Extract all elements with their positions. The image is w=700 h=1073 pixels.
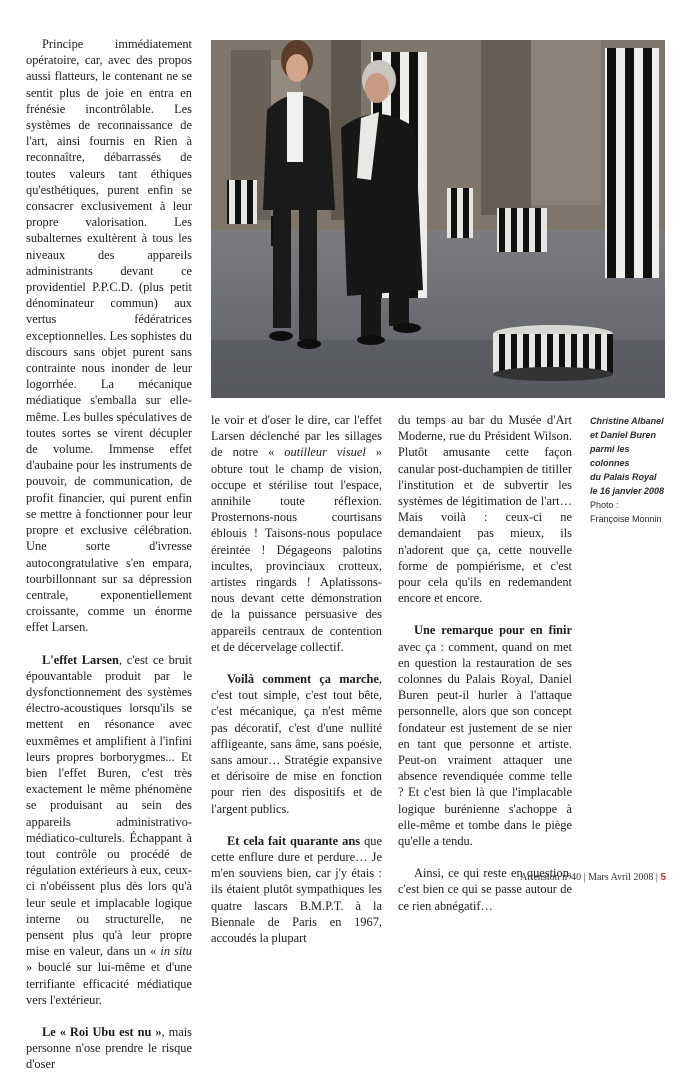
paragraph-text: Ainsi, ce qui reste en question, c'est bien ce qui se passe autour de ce rien abnégatif… bbox=[398, 866, 572, 913]
paragraph bbox=[26, 1024, 192, 1073]
caption-line: du Palais Royal bbox=[590, 472, 657, 482]
paragraph bbox=[211, 671, 382, 817]
lead-in: Le « Roi Ubu est nu » bbox=[42, 1024, 162, 1039]
paragraph-text: » obture tout le champ de vision, occupe et stérilise tout l'espace, annihile toute réflexion. Prosternons-nous courtisans éblouis ! Taisons-nous populace éreintée ! Dégageons palotins incultes, provinciaux crotteux, artistes ringards ! Aplatissons-nous devant cette démonstration de la puissance persuasive des appareils centraux de contention et de décervelage collectif. bbox=[211, 445, 382, 654]
paragraph-text: que cette enflure dure et perdure… Je m'en souviens bien, car j'y étais : ils étaient plutôt sympathiques les quatre lascars B.M.P.T. à la Biennale de Paris en 1967, accoudés la plupart bbox=[211, 833, 383, 946]
paragraph-text: le voir et d'oser le dire, car l'effet Larsen déclenché par les sillages de notre « bbox=[211, 413, 382, 460]
page-footer bbox=[470, 872, 666, 883]
italic-term: in situ bbox=[160, 944, 193, 959]
caption-line: le 16 janvier 2008 bbox=[590, 486, 665, 496]
paragraph bbox=[398, 412, 572, 606]
paragraph bbox=[211, 833, 382, 946]
caption-line: Christine Albanel bbox=[590, 416, 664, 426]
paragraph-text: , mais personne n'ose prendre le risque d'oser bbox=[26, 1024, 192, 1072]
caption-line: parmi les colonnes bbox=[590, 444, 630, 468]
lead-in: Une remarque pour en finir bbox=[414, 623, 572, 638]
article-column-2 bbox=[211, 412, 382, 946]
article-column-1 bbox=[26, 36, 192, 1073]
paragraph bbox=[26, 36, 192, 636]
page-number: 5 bbox=[660, 872, 666, 883]
photo-illustration bbox=[211, 40, 665, 398]
lead-in: Et cela fait quarante ans bbox=[227, 833, 361, 848]
footer-text: Artension n°40 | Mars Avril 2008 | bbox=[520, 872, 661, 883]
paragraph-text: » bouclé sur lui-même et d'une terrifiante efficacité médiatique vers l'extérieur. bbox=[26, 960, 192, 1007]
caption-line: et Daniel Buren bbox=[590, 430, 657, 440]
lead-in: L'effet Larsen bbox=[42, 652, 119, 667]
paragraph-text: avec ça : comment, quand on met en question la restauration de ses colonnes du Palais Royal, Daniel Buren peut-il hurler à l'attaque personnelle, alors que son concept fondateur est justement de se nier en tant que personne et artiste. Peut-on vraiment attaquer une absence revendiquée comme telle ? Et c'est bien là que l'implacable logique burénienne s'achoppe à elle-même et tombe dans le piège qu'elle a tendu. bbox=[398, 639, 572, 849]
paragraph bbox=[211, 412, 382, 655]
paragraph bbox=[26, 652, 192, 1008]
italic-term: outilleur visuel bbox=[284, 445, 366, 460]
paragraph-text: Principe immédiatement opératoire, car, avec des propos aussi flatteurs, le contenant ne se sentit plus de joie en entra en frénésie incontrôlable. Les systèmes de reconnaissance de l'art, ainsi fournis en Rien à reconnaître, débarrassés de toutes valeurs tant éthiques qu'esthétiques, purent enfin se consacrer exclusivement à leur propre valorisation. Les subalternes exultèrent à tous les niveaux des appareils administrants devant ce providentiel P.P.C.D. (plus petit dénominateur commun) aux vertus fédératrices exceptionnelles. Les sophistes du discours sans objet purent sans contrainte nous inonder de leur logorrhée. La mécanique médiatique s'emballa sur elle-même. Les bulles spéculatives de toutes sortes se virent décupler de volume. Immense effet d'aubaine pour les instruments de pouvoir, de communication, de profit financier, qui purent enfin se mettre à fonctionner pour leur propre et exclusive célébration. Une sorte d'ivresse autocongratulative s'en empara, tourbillonnant sur sa dépression centrale, exponentiellement croissante, comme un énorme effet Larsen. bbox=[26, 37, 192, 635]
paragraph-text: du temps au bar du Musée d'Art Moderne, rue du Président Wilson. Plutôt amusante cette façon canular post-duchampien de titiller l'institution et de subvertir les systèmes de légitimation de l'art… Mais voilà : ceux-ci ne demandaient pas mieux, ils n'adorent que ça, cette nouvelle forme de pompiérisme, et c'est pour cela qu'ils en redemandent encore et encore. bbox=[398, 413, 572, 606]
article-photo bbox=[211, 40, 665, 398]
paragraph bbox=[398, 622, 572, 849]
lead-in: Voilà comment ça marche bbox=[227, 672, 379, 687]
paragraph-text: , c'est tout simple, c'est tout bête, c'est mécanique, ça n'est même pas décoratif, c'est d'une nullité affligeante, sans âme, sans poésie, sans amour… Stratégie expansive et dérisoire de mise en fonction pour rien des dispositifs et de l'argent publics. bbox=[211, 672, 382, 816]
photo-credit-label: Photo : bbox=[590, 500, 619, 510]
paragraph-text: , c'est ce bruit épouvantable produit par le dysfonctionnement des systèmes électro-acoustiques lorsqu'ils se mettent en résonance avec euxmêmes et amplifient à l'infini leurs propres borborygmes... Et bien l'effet Buren, c'est très exactement le même phénomène se produisant au sein des appareils administrativo-médiatico-culturels. Échappant à tout contrôle ou procédé de régulation extérieurs à eux, ceux-ci n'obéissent plus dès lors qu'à leur seule et implacable logique interne ou structurelle, ne pensent plus qu'à leur propre mise en valeur, dans un « bbox=[26, 652, 192, 959]
article-column-3 bbox=[398, 412, 572, 914]
photo-credit: Françoise Monnin bbox=[590, 514, 662, 524]
photo-caption bbox=[590, 414, 670, 526]
